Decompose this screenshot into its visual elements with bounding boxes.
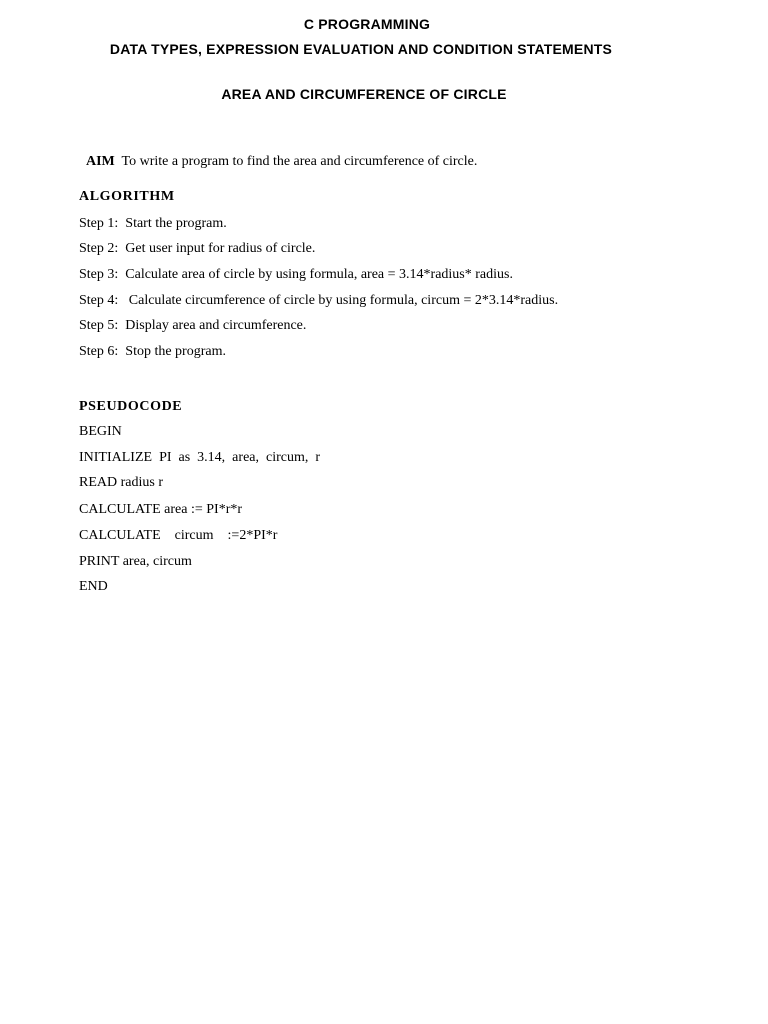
pseudocode-line: CALCULATE area := PI*r*r [79,502,243,517]
pseudocode-line: BEGIN [79,424,122,439]
algorithm-step: Step 1: Start the program. [79,216,227,231]
algorithm-step: Step 3: Calculate area of circle by using formula, area = 3.14*radius* radius. [79,267,513,282]
aim-text: To write a program to find the area and circumference of circle. [121,154,478,169]
pseudocode-heading: PSEUDOCODE [79,399,183,414]
pseudocode-line: INITIALIZE PI as 3.14, area, circum, r [79,450,321,465]
algorithm-step: Step 6: Stop the program. [79,344,226,359]
aim-section [79,138,477,170]
algorithm-step: Step 2: Get user input for radius of circle. [79,241,316,256]
program-title: AREA AND CIRCUMFERENCE OF CIRCLE [221,86,507,102]
pseudocode-line: END [79,579,108,594]
pseudocode-line: CALCULATE circum :=2*PI*r [79,528,278,543]
pseudocode-line: READ radius r [79,475,163,490]
aim-label: AIM [86,154,115,169]
pseudocode-line: PRINT area, circum [79,554,192,569]
algorithm-step: Step 4: Calculate circumference of circle by using formula, circum = 2*3.14*radius. [79,293,559,308]
unit-title: DATA TYPES, EXPRESSION EVALUATION AND CONDITION STATEMENTS [109,41,613,57]
course-title: C PROGRAMMING [303,16,431,32]
algorithm-step: Step 5: Display area and circumference. [79,318,307,333]
algorithm-heading: ALGORITHM [79,189,175,204]
